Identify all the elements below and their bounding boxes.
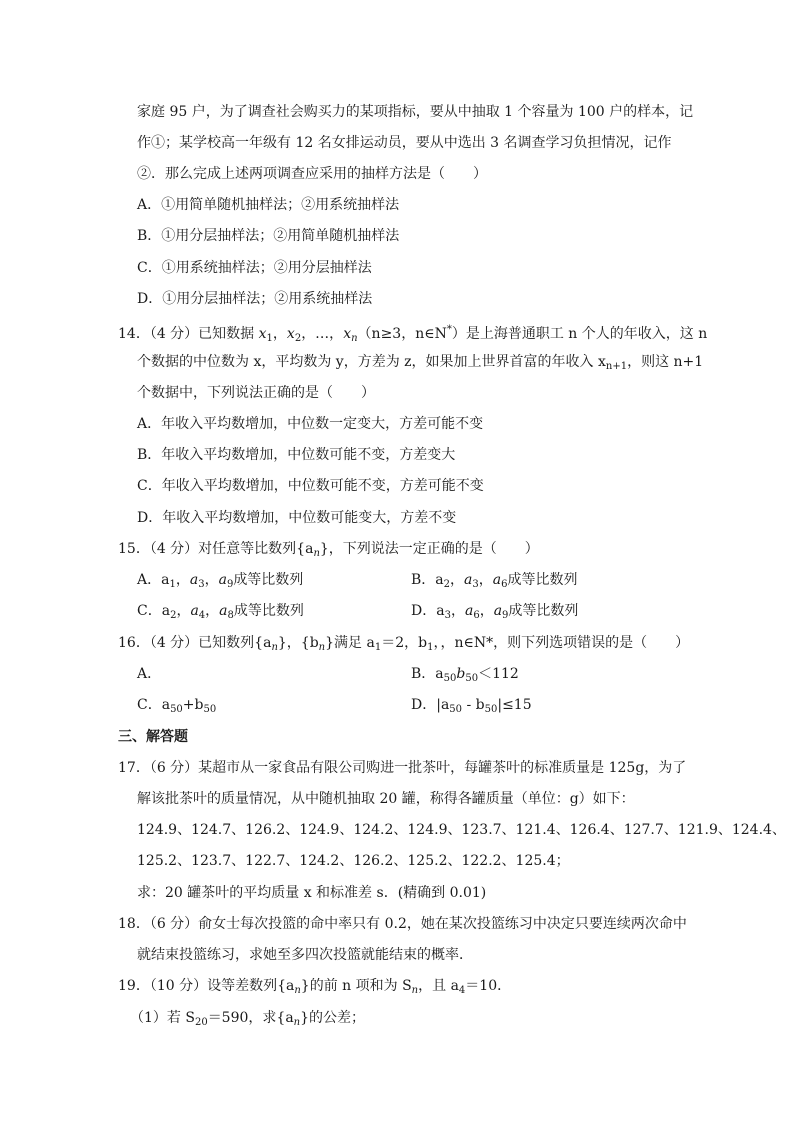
q17-data-line-2: 125.2、123.7、122.7、124.2、126.2、125.2、122.2、125.4； — [137, 853, 570, 869]
q15-option-d: D．$a_3$，$a_6$，$a_9$成等比数列 — [411, 603, 579, 621]
section-heading: 三、解答题 — [118, 729, 188, 745]
q17-line-1: 17．（6 分）某超市从一家食品有限公司购进一批茶叶，每罐茶叶的标准质量是 125g，为了 — [118, 760, 687, 776]
q16-option-b: B．$a_{50}b_{50}<112$ — [411, 666, 519, 684]
q15-option-a: A．$a_1$，$a_3$，$a_9$成等比数列 — [137, 572, 304, 590]
q13-line-2: 作①；某学校高一年级有 12 名女排运动员，要从中选出 3 名调查学习负担情况，记作 — [137, 135, 672, 151]
q14-prefix: 14．（4 分）已知数据 — [118, 326, 259, 342]
q14-option-b: B．年收入平均数增加，中位数可能不变，方差变大 — [137, 447, 456, 463]
q13-option-d: D．①用分层抽样法；②用系统抽样法 — [137, 291, 373, 307]
q17-line-2: 解该批茶叶的质量情况，从中随机抽取 20 罐，称得各罐质量（单位：g）如下： — [137, 791, 635, 807]
q15-option-c: C．$a_2$，$a_4$，$a_8$成等比数列 — [137, 603, 304, 621]
q18-line-2: 就结束投篮练习，求她至多四次投篮就能结束的概率． — [137, 947, 473, 963]
q19-line-1: 19．（10 分）设等差数列$\{a_n\}$的前 n 项和为 $S_n$，且 $a_4=10$． — [118, 978, 512, 996]
q13-option-a: A．①用简单随机抽样法；②用系统抽样法 — [137, 197, 400, 213]
q16-option-c: C．$a_{50}+b_{50}$ — [137, 697, 217, 715]
q14-option-c: C．年收入平均数增加，中位数可能不变，方差可能不变 — [137, 478, 484, 494]
q19-line-2: （1）若 $S_{20}=590$，求$\{a_n\}$的公差； — [130, 1010, 366, 1028]
q15-option-b: B．$a_2$，$a_3$，$a_6$成等比数列 — [411, 572, 578, 590]
q16-option-d: D．$|a_{50} - b_{50}|\le 15$ — [411, 697, 532, 715]
q13-line-3: ②．那么完成上述两项调查应采用的抽样方法是（ ） — [137, 166, 487, 182]
q17-data-line-1: 124.9、124.7、126.2、124.9、124.2、124.9、123.7、121.4、126.4、127.7、121.9、124.4、 — [137, 822, 786, 838]
q13-option-b: B．①用分层抽样法；②用简单随机抽样法 — [137, 228, 400, 244]
q14-line1-mid: （n≥3，n∈N — [357, 326, 447, 342]
q16-option-a: A． — [137, 666, 162, 682]
q14-line-3: 个数据中，下列说法正确的是（ ） — [137, 385, 375, 401]
q14-line-2: 个数据的中位数为 x，平均数为 y，方差为 z，如果加上世界首富的年收入 $x_{n+1}$，则这 n+1 — [137, 354, 704, 372]
q14-option-a: A．年收入平均数增加，中位数一定变大，方差可能不变 — [137, 416, 484, 432]
q16-line-1: 16．（4 分）已知数列$\{a_n\}$，$\{b_n\}$满足 $a_1=2$，$b_1$，，n∈N*，则下列选项错误的是（ ） — [118, 635, 690, 653]
q14-line-1: 14．（4 分）已知数据 $x_1$，$x_2$，…，$x_n(n\ge 3$，n∈N*）是上海普通职工 n 个人的年收入，这 n — [118, 324, 708, 344]
q18-line-1: 18．（6 分）俞女士每次投篮的命中率只有 0.2，她在某次投篮练习中决定只要连续两次命中 — [118, 916, 687, 932]
q13-option-c: C．①用系统抽样法；②用分层抽样法 — [137, 260, 372, 276]
q15-line-1: 15．（4 分）对任意等比数列$\{a_n\}$，下列说法一定正确的是（ ） — [118, 541, 539, 559]
q17-line-5: 求：20 罐茶叶的平均质量 x 和标准差 s．(精确到 0.01) — [137, 885, 487, 901]
q14-line1-end: ）是上海普通职工 n 个人的年收入，这 n — [451, 326, 708, 342]
q14-option-d: D．年收入平均数增加，中位数可能变大，方差不变 — [137, 510, 457, 526]
q13-line-1: 家庭 95 户，为了调查社会购买力的某项指标，要从中抽取 1 个容量为 100 户的样本，记 — [137, 104, 694, 120]
